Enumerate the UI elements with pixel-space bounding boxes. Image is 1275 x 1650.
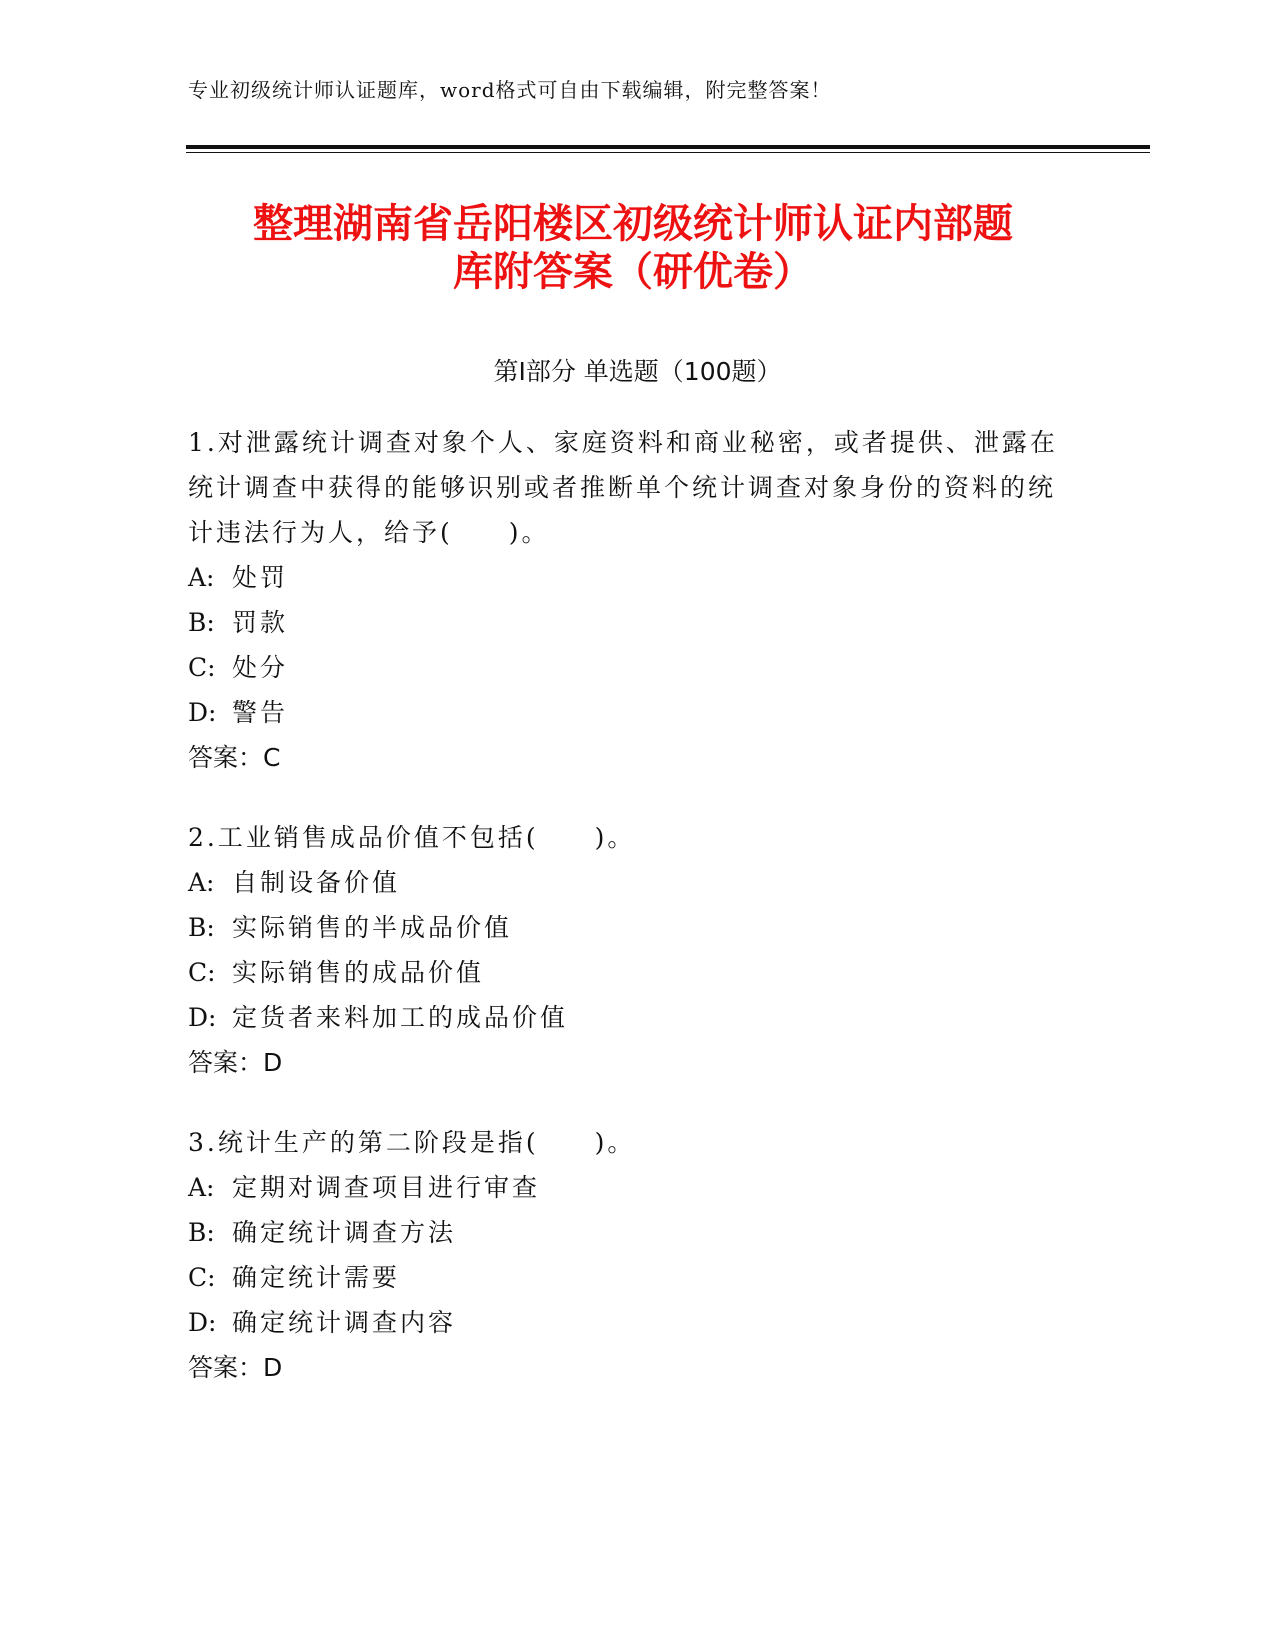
header-note: 专业初级统计师认证题库，word格式可自由下载编辑，附完整答案！ <box>188 78 832 102</box>
option-key: B: <box>188 608 215 637</box>
question-text: 2.工业销售成品价值不包括( )。 <box>188 823 636 852</box>
option-a <box>188 860 1068 905</box>
option-text: 自制设备价值 <box>232 868 401 897</box>
header-rule-thin <box>186 152 1150 153</box>
option-key: D: <box>188 698 217 727</box>
option-b <box>188 905 1068 950</box>
option-key: A: <box>188 868 215 897</box>
option-text: 处罚 <box>232 563 289 592</box>
option-b <box>188 1210 1068 1255</box>
answer: 答案：D <box>188 1353 283 1382</box>
option-text: 实际销售的半成品价值 <box>232 913 513 942</box>
option-key: B: <box>188 1218 215 1247</box>
option-d <box>188 1300 1068 1345</box>
option-text: 警告 <box>232 698 289 727</box>
option-a <box>188 555 1068 600</box>
question-1 <box>188 420 1068 780</box>
answer: 答案：D <box>188 1048 283 1077</box>
option-key: A: <box>188 1173 215 1202</box>
option-text: 实际销售的成品价值 <box>232 958 485 987</box>
option-key: A: <box>188 563 215 592</box>
section-heading: 第Ⅰ部分 单选题（100题） <box>493 357 782 386</box>
option-text: 定期对调查项目进行审查 <box>232 1173 541 1202</box>
option-key: D: <box>188 1003 217 1032</box>
option-text: 处分 <box>232 653 289 682</box>
answer: 答案：C <box>188 743 281 772</box>
option-text: 确定统计需要 <box>232 1263 401 1292</box>
option-text: 确定统计调查方法 <box>232 1218 457 1247</box>
question-text: 1.对泄露统计调查对象个人、家庭资料和商业秘密，或者提供、泄露在统计调查中获得的能够识别或者推断单个统计调查对象身份的资料的统计违法行为人，给予( )。 <box>188 428 1058 547</box>
option-text: 确定统计调查内容 <box>232 1308 457 1337</box>
option-a <box>188 1165 1068 1210</box>
option-key: C: <box>188 1263 216 1292</box>
question-3 <box>188 1120 1068 1390</box>
option-d <box>188 995 1068 1040</box>
option-key: B: <box>188 913 215 942</box>
option-key: C: <box>188 958 216 987</box>
document-title <box>188 200 1078 296</box>
question-text: 3.统计生产的第二阶段是指( )。 <box>188 1128 636 1157</box>
option-b <box>188 600 1068 645</box>
header-rule-thick <box>186 145 1150 149</box>
title-line-1: 整理湖南省岳阳楼区初级统计师认证内部题 <box>253 201 1013 247</box>
option-c <box>188 1255 1068 1300</box>
option-text: 罚款 <box>232 608 289 637</box>
option-d <box>188 690 1068 735</box>
option-key: C: <box>188 653 216 682</box>
question-2 <box>188 815 1068 1085</box>
option-text: 定货者来料加工的成品价值 <box>232 1003 569 1032</box>
option-c <box>188 645 1068 690</box>
option-key: D: <box>188 1308 217 1337</box>
title-line-2: 库附答案（研优卷） <box>453 249 813 295</box>
option-c <box>188 950 1068 995</box>
